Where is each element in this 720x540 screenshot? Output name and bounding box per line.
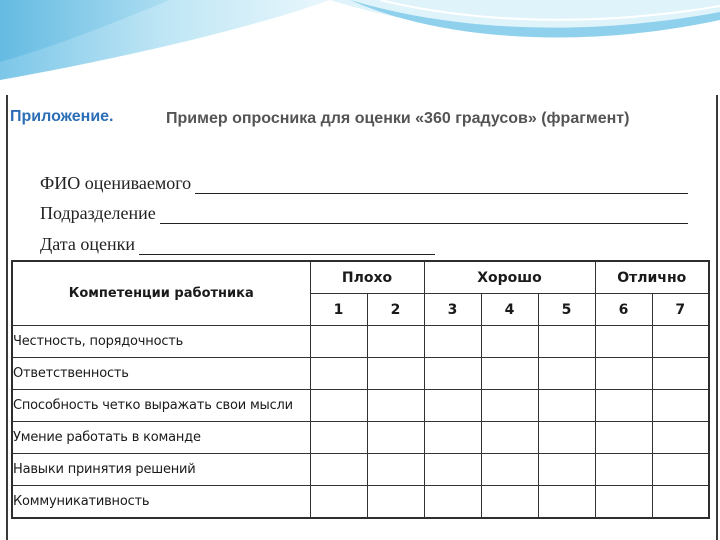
- rating-cell[interactable]: [538, 486, 595, 519]
- rating-cell[interactable]: [310, 486, 367, 519]
- criterion-label: Коммуникативность: [12, 486, 310, 519]
- scale-6: 6: [595, 294, 652, 326]
- rating-cell[interactable]: [595, 486, 652, 519]
- rating-cell[interactable]: [367, 326, 424, 358]
- rating-cell[interactable]: [538, 326, 595, 358]
- rating-cell[interactable]: [652, 358, 709, 390]
- rating-cell[interactable]: [310, 390, 367, 422]
- group-good: Хорошо: [424, 261, 595, 294]
- criterion-label: Умение работать в команде: [12, 422, 310, 454]
- table-row: [12, 454, 709, 486]
- scale-7: 7: [652, 294, 709, 326]
- date-field: [40, 234, 435, 255]
- rating-cell[interactable]: [652, 390, 709, 422]
- page-title: Пример опросника для оценки «360 градусов» (фрагмент): [166, 110, 630, 127]
- rating-cell[interactable]: [310, 454, 367, 486]
- rating-cell[interactable]: [595, 454, 652, 486]
- fio-field: [40, 173, 688, 194]
- table-row: [12, 358, 709, 390]
- table-row: [12, 422, 709, 454]
- rating-cell[interactable]: [595, 422, 652, 454]
- criterion-label: Способность четко выражать свои мысли: [12, 390, 310, 422]
- fio-line[interactable]: [195, 175, 688, 194]
- appendix-label: Приложение.: [10, 108, 114, 125]
- division-label: Подразделение: [40, 203, 156, 223]
- rating-cell[interactable]: [481, 358, 538, 390]
- rating-cell[interactable]: [538, 358, 595, 390]
- rating-cell[interactable]: [652, 422, 709, 454]
- scale-1: 1: [310, 294, 367, 326]
- rating-cell[interactable]: [595, 390, 652, 422]
- rating-cell[interactable]: [424, 390, 481, 422]
- table-row: [12, 486, 709, 519]
- table-row: [12, 326, 709, 358]
- scale-2: 2: [367, 294, 424, 326]
- rating-cell[interactable]: [424, 486, 481, 519]
- criterion-label: Честность, порядочность: [12, 326, 310, 358]
- rating-cell[interactable]: [481, 390, 538, 422]
- criterion-label: Ответственность: [12, 358, 310, 390]
- rating-cell[interactable]: [310, 422, 367, 454]
- rating-cell[interactable]: [367, 390, 424, 422]
- rating-cell[interactable]: [595, 326, 652, 358]
- date-label: Дата оценки: [40, 234, 136, 254]
- competence-header: Компетенции работника: [12, 261, 310, 326]
- rating-cell[interactable]: [481, 422, 538, 454]
- scale-3: 3: [424, 294, 481, 326]
- rating-cell[interactable]: [652, 454, 709, 486]
- rating-cell[interactable]: [424, 422, 481, 454]
- division-line[interactable]: [160, 205, 688, 224]
- survey-table: [11, 260, 710, 519]
- rating-cell[interactable]: [367, 486, 424, 519]
- rating-cell[interactable]: [652, 486, 709, 519]
- rating-cell[interactable]: [367, 454, 424, 486]
- decorative-banner: [0, 0, 720, 95]
- rating-cell[interactable]: [538, 422, 595, 454]
- fio-label: ФИО оцениваемого: [40, 173, 192, 193]
- criterion-label: Навыки принятия решений: [12, 454, 310, 486]
- rating-cell[interactable]: [367, 358, 424, 390]
- group-excellent: Отлично: [595, 261, 709, 294]
- rating-cell[interactable]: [481, 486, 538, 519]
- rating-cell[interactable]: [424, 326, 481, 358]
- rating-cell[interactable]: [538, 390, 595, 422]
- table-row: [12, 390, 709, 422]
- rating-cell[interactable]: [481, 454, 538, 486]
- rating-cell[interactable]: [310, 358, 367, 390]
- date-line[interactable]: [139, 236, 435, 255]
- rating-cell[interactable]: [367, 422, 424, 454]
- scale-5: 5: [538, 294, 595, 326]
- rating-cell[interactable]: [424, 454, 481, 486]
- rating-cell[interactable]: [424, 358, 481, 390]
- rating-cell[interactable]: [652, 326, 709, 358]
- table-header-row: [12, 261, 709, 294]
- division-field: [40, 203, 688, 224]
- rating-cell[interactable]: [481, 326, 538, 358]
- group-bad: Плохо: [310, 261, 424, 294]
- rating-cell[interactable]: [310, 326, 367, 358]
- rating-cell[interactable]: [538, 454, 595, 486]
- rating-cell[interactable]: [595, 358, 652, 390]
- scale-4: 4: [481, 294, 538, 326]
